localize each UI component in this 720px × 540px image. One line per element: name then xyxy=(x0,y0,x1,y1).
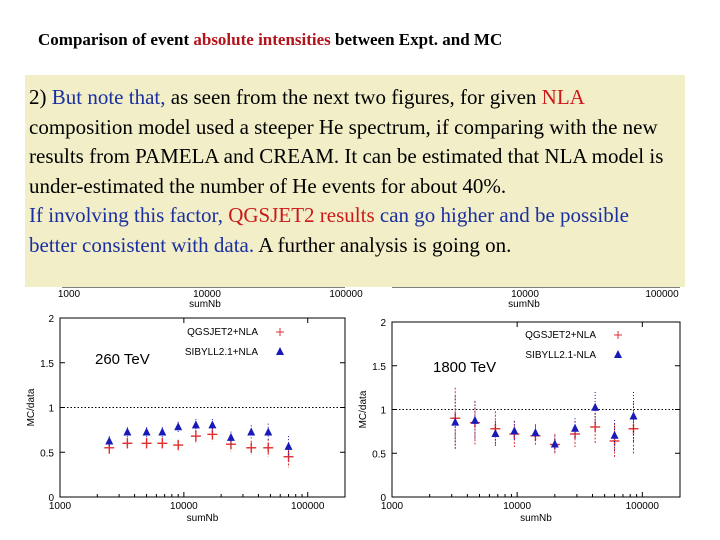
y-tick-label: 0 xyxy=(380,493,386,504)
data-point-triangle xyxy=(551,440,559,448)
upper-tick-label-right: 100000 xyxy=(645,289,679,300)
data-point-triangle xyxy=(158,428,166,436)
data-point-triangle xyxy=(611,431,619,439)
note-p1-but: But note that, xyxy=(51,85,166,109)
x-tick-label: 1000 xyxy=(380,501,404,512)
y-tick-label: 2 xyxy=(380,318,386,329)
data-point-triangle xyxy=(285,442,293,450)
x-tick-label: 10000 xyxy=(169,501,198,512)
x-axis-label: sumNb xyxy=(186,513,219,524)
upper-tick-label-left: 100000 xyxy=(329,289,363,300)
x-axis-label: sumNb xyxy=(520,513,552,524)
upper-tick-label-left: 10000 xyxy=(193,289,221,300)
title-post: between Expt. and MC xyxy=(330,30,503,49)
data-point-triangle xyxy=(208,420,216,428)
data-point-triangle xyxy=(105,437,113,445)
legend-label: SIBYLL2.1+NLA xyxy=(184,347,258,358)
data-point-triangle xyxy=(247,428,255,436)
data-point-triangle xyxy=(123,428,131,436)
data-point-triangle xyxy=(491,429,499,437)
y-tick-label: 0 xyxy=(48,493,54,504)
data-point-triangle xyxy=(227,433,235,441)
note-paragraph-1 xyxy=(29,83,681,201)
x-tick-label: 10000 xyxy=(503,501,532,512)
legend-label: SIBYLL2.1-NLA xyxy=(525,350,596,361)
y-axis-label: MC/data xyxy=(358,390,369,429)
energy-annotation: 260 TeV xyxy=(95,351,150,368)
data-point-triangle xyxy=(629,412,637,420)
note-p2-qgsjet: QGSJET2 results xyxy=(228,203,375,228)
note-p1-rest: composition model used a steeper He spectrum, if comparing with the new results from PAMELA and CREAM. It can be estimated that NLA model is under-estimated the number of He events for about 40%. xyxy=(29,114,664,198)
note-p1-prefix: 2) xyxy=(29,85,52,109)
upper-axis-xlabel-right: sumNb xyxy=(508,299,540,310)
note-p1-middle: as seen from the next two figures, for given xyxy=(165,85,542,109)
x-tick-label: 1000 xyxy=(48,501,72,512)
x-tick-label: 100000 xyxy=(625,501,660,512)
upper-tick-label-right: 10000 xyxy=(511,289,539,300)
legend-label: QGSJET2+NLA xyxy=(525,330,596,341)
y-tick-label: 0.5 xyxy=(372,449,386,461)
y-tick-label: 1 xyxy=(48,403,54,415)
legend-label: QGSJET2+NLA xyxy=(187,327,258,338)
note-p2-middle: can go higher and be possible better consistent with data. xyxy=(29,203,629,257)
data-point-triangle xyxy=(471,416,479,424)
energy-annotation: 1800 TeV xyxy=(433,359,497,376)
data-point-triangle xyxy=(174,422,182,430)
data-point-triangle xyxy=(591,403,599,411)
y-tick-label: 2 xyxy=(48,314,54,325)
x-tick-label: 100000 xyxy=(291,501,325,512)
y-tick-label: 1.5 xyxy=(40,358,54,370)
data-point-triangle xyxy=(571,424,579,432)
upper-tick-label-left: 1000 xyxy=(57,289,81,300)
data-point-triangle xyxy=(192,420,200,428)
y-tick-label: 1.5 xyxy=(372,361,386,373)
y-tick-label: 0.5 xyxy=(40,448,54,460)
note-paragraph-2 xyxy=(29,201,681,260)
legend-marker-triangle xyxy=(614,350,622,358)
y-tick-label: 1 xyxy=(380,405,386,417)
data-point-triangle xyxy=(510,426,518,434)
title-highlight: absolute intensities xyxy=(193,30,331,49)
data-point-triangle xyxy=(143,428,151,436)
y-axis-label: MC/data xyxy=(26,388,37,427)
note-box xyxy=(25,75,685,287)
note-p1-nla: NLA xyxy=(541,85,584,109)
upper-axis-xlabel-left: sumNb xyxy=(189,299,221,310)
title-pre: Comparison of event xyxy=(38,30,194,49)
legend-marker-triangle xyxy=(276,347,284,355)
note-p2-prefix: If involving this factor, xyxy=(29,203,229,228)
note-p2-end: A further analysis is going on. xyxy=(254,232,512,257)
data-point-triangle xyxy=(531,428,539,436)
data-point-triangle xyxy=(264,428,272,436)
